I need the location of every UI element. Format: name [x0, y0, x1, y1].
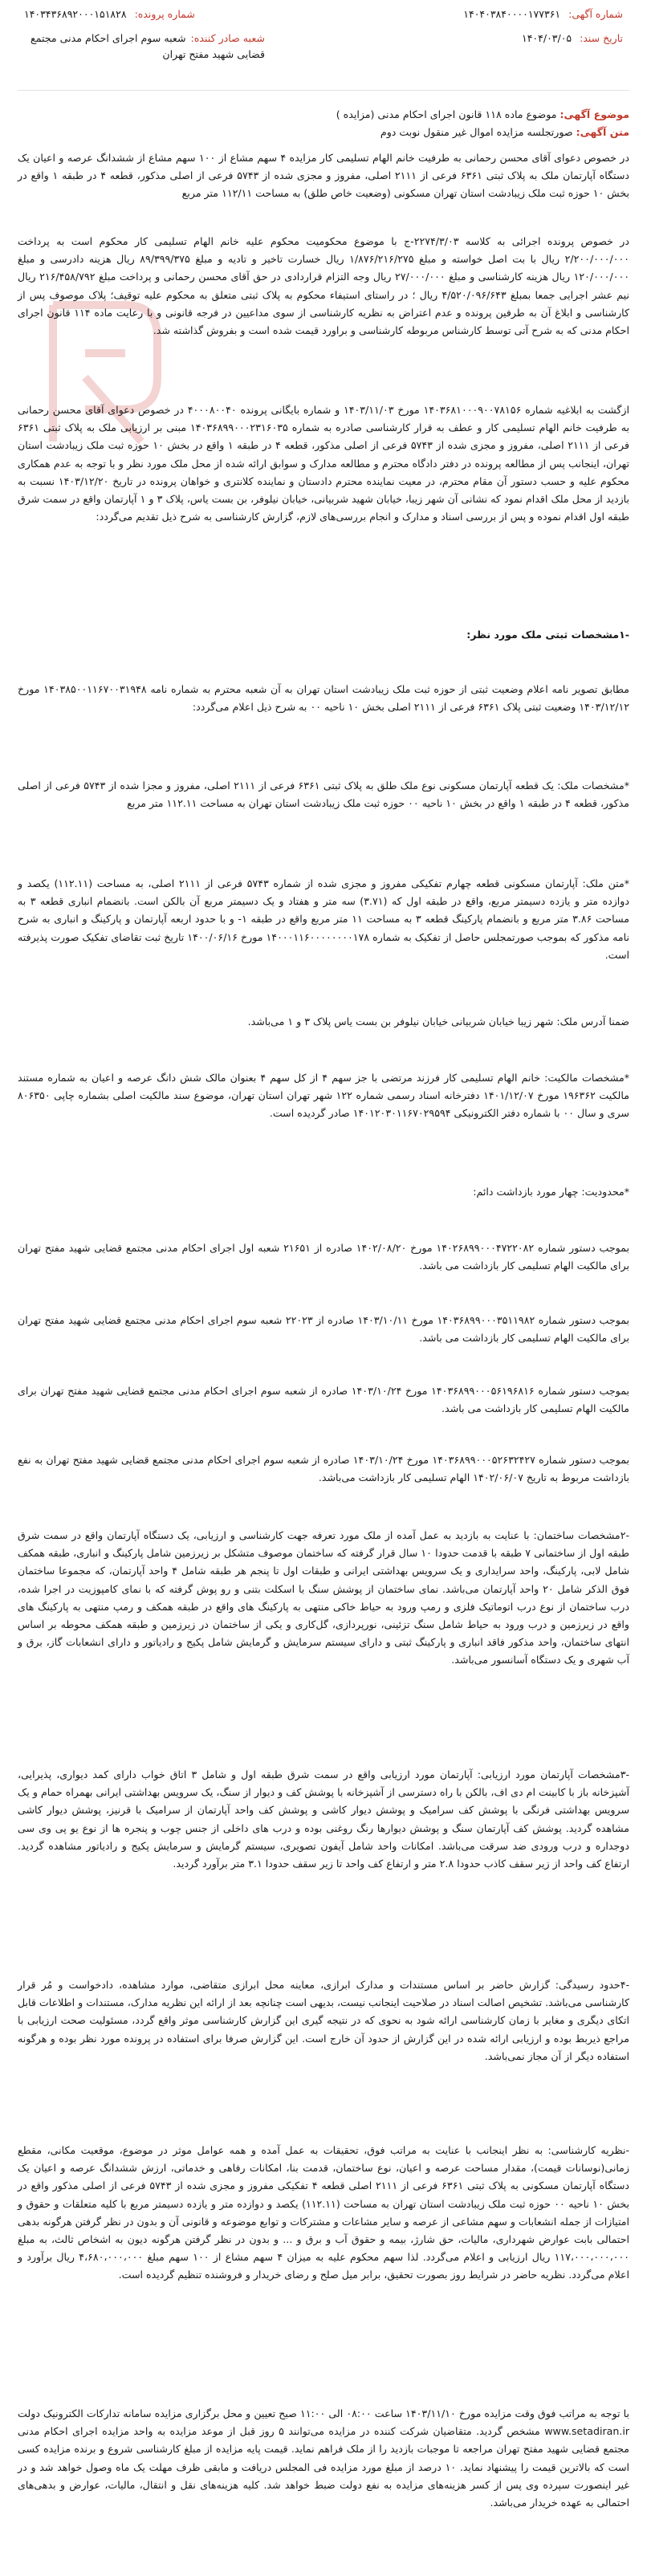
specs-paragraph: مطابق تصویر نامه اعلام وضعیت ثبتی از حوزه ثبت ملک زیبادشت استان تهران به آن شعبه محترم به شماره نامه ۱۴۰۳۸۵۰۰۱۱۶۷۰۰۳۱۹۴۸ مورخ ۱۴۰۳/۱۲/۱۲ وضعیت ثبتی پلاک ۶۳۶۱ فرعی از ۲۱۱۱ اصلی بخش ۱۰ ناحیه ۰۰ به شرح ذیل اعلام می‌گردد:: [18, 683, 629, 714]
ad-number-row: [463, 6, 623, 22]
address: شهر زیبا خیابان شربیانی خیابان نیلوفر بن بست یاس پلاک ۳ و ۱ می‌باشد.: [247, 1015, 554, 1028]
document-header: [24, 6, 623, 85]
seizure-item: بموجب دستور شماره ۱۴۰۲۶۸۹۹۰۰۰۴۷۲۲۰۸۲ مورخ ۱۴۰۲/۰۸/۲۰ صادره از ۲۱۶۵۱ شعبه اول اجرای احکام مدنی مجتمع قضایی شهید مفتح تهران برای مالکیت الهام تسلیمی کار بازداشت می باشد.: [18, 1242, 629, 1272]
subject-block: [18, 106, 629, 141]
ad-date-label: تاریخ سند:: [580, 32, 623, 44]
body-title-row: [18, 124, 629, 141]
evaluation-scope: -۴حدود رسیدگی: گزارش حاضر بر اساس مستندات و مدارک ابرازی، معاینه محل ابرازی متقاضی، موارد مشاهده، دادخواست و مُر قرار کارشناسی می‌باشد. تشخیص اصالت اسناد در صلاحیت اینجانب نیست، بدیهی است چنانچه بعد از ارائه این نظریه مدارک، مستندات و اطلاعات قابل اتکای دیگری و مغایر با زمان کارشناسی ارائه شود به نحوی که در نتیجه گیری این گزارش کارشناسی موثر واقع گردد، مسئولیت صحت ارزیابی با مراجع ذیربط بوده و ارزیابی ارائه شده در این گزارش از حدود آن خارج است. این گزارش صرفا برای استفاده در پرونده مورد نظر بوده و هرگونه استفاده دیگر از آن مجاز نمی‌باشد.: [18, 1979, 629, 2062]
property-spec: *مشخصات ملک: یک قطعه آپارتمان مسکونی نوع ملک طلق به پلاک ثبتی ۶۳۶۱ فرعی از ۲۱۱۱ اصلی، مفروز و مجزا شده از ۵۷۴۳ فرعی از اصلی مذکور، قطعه ۴ در طبقه ۱ واقع در بخش ۱۰ ناحیه ۰۰ حوزه ثبت ملک زیبادشت استان تهران به مساحت ۱۱۲.۱۱ متر مربع: [18, 779, 629, 810]
subject-text: موضوع ماده ۱۱۸ قانون اجرای احکام مدنی (مزایده ): [336, 108, 557, 120]
case-number-row: [24, 6, 195, 22]
subject-row: [18, 106, 629, 124]
issuer-label: شعبه صادر کننده:: [190, 32, 265, 44]
body-label: متن آگهی:: [576, 126, 629, 139]
seizure-item: بموجب دستور شماره ۱۴۰۳۶۸۹۹۰۰۰۵۶۱۹۶۸۱۶ مورخ ۱۴۰۳/۱۰/۲۴ صادره از شعبه سوم اجرای احکام مدنی مجتمع قضایی شهید مفتح تهران برای مالکیت الهام تسلیمی کار بازداشت می باشد.: [18, 1385, 629, 1415]
address-row: [18, 1013, 629, 1031]
ownership-spec: *مشخصات مالکیت: خانم الهام تسلیمی کار فرزند مرتضی با جز سهم ۴ از کل سهم ۴ بعنوان مالک شش دانگ عرصه و اعیان به شماره مستند مالکیت ۱۹۶۳۶۲ مورخ ۱۴۰۱/۱۲/۰۷ دفترخانه اسناد رسمی شماره ۱۲۲ شهر تهران استان تهران، موضوع سند مالکیت اصلی بشماره چاپی ۸۰۶۳۵۰ سری و سال ۰۰ با شماره دفتر الکترونیکی ۱۴۰۱۲۰۳۰۱۱۶۷۰۲۹۵۹۴ صادر گردیده است.: [18, 1072, 630, 1120]
intro-paragraph-2: در خصوص پرونده اجرائی به کلاسه ۲۲۷۴/۳/۰۳-ج با موضوع محکومیت محکوم علیه خانم الهام تسلیمی کار محکوم است به پرداخت ۲/۲۰۰/۰۰۰/۰۰۰ ریال با بت اصل خواسته و مبلغ ۱/۸۷۶/۲۱۶/۲۷۵ ریال خسارت تاخیر و تادیه و مبلغ ۸۹/۳۹۹/۳۷۵ ریال هزینه دادرسی و مبلغ ۱۲۰/۰۰۰/۰۰۰ ریال هزینه کارشناسی و مبلغ ۲۷/۰۰۰/۰۰۰ ریال وجه التزام قراردادی در حق آقای محسن رحمانی و پرداخت مبلغ ۲۱۶/۴۵۸/۷۹۲ ریال نیم عشر اجرایی جمعا بمبلغ ۴/۵۲۰/۰۹۶/۶۴۳ ریال ؛ در راستای استیفاء محکوم به پلاک ثبتی متعلق به محکوم علیه توقیف؛ پلاک موصوف پس از کارشناسی و ابلاغ آن به طرفین پرونده و عدم اعتراض به نظریه کارشناسی از سوی مداعیین در فرجه قانونی و با رعایت ماده ۱۱۴ قانون اجرای احکام مدنی که به شرح آتی توسط کارشناس مربوطه کارشناسی و براورد قیمت شده است و بفروش گذاشته شد.: [18, 235, 630, 337]
auction-conditions: با توجه به مراتب فوق وقت مزایده مورخ ۱۴۰۳/۱۱/۱۰ ساعت ۰۸:۰۰ الی ۱۱:۰۰ صبح تعیین و محل برگزاری مزایده سامانه تدارکات الکترونیک دولت www.setadiran.ir مشخص گردید. متقاضیان شرکت کننده در مزایده می‌توانند ۵ روز قبل از موعد مزایده به واحد مزایده اجرای احکام مدنی مجتمع قضایی شهید مفتح تهران مراجعه تا موجبات بازدید را از ملک فراهم نماید. قیمت پایه مزایده از مبلغ کارشناسی شروع و برنده مزایده کسی است که بالاترین قیمت را پیشنهاد نماید. ۱۰ درصد از مبلغ مورد مزایده فی المجلس دریافت و مابقی ظرف مهلت یک ماه وصول خواهد شد و در غیر اینصورت سپرده وی پس از کسر هزینه‌های مزایده به نفع دولت ضبط خواهد شد. کلیه هزینه‌های نقل و انتقال، مالیات، عوارض و بدهی‌های احتمالی به عهده خریدار می‌باشد.: [18, 2407, 629, 2509]
ad-date: ۱۴۰۴/۰۳/۰۵: [522, 32, 572, 44]
header-divider: [18, 90, 629, 91]
ad-number-label: شماره آگهی:: [568, 8, 623, 20]
issuer-block: [24, 31, 265, 63]
seizures-heading: *محدودیت: چهار مورد بازداشت دائم:: [473, 1186, 629, 1198]
address-label: ضمنا آدرس ملک:: [556, 1015, 629, 1028]
ad-number: ۱۴۰۴۰۳۸۴۰۰۰۰۱۷۷۳۶۱: [463, 8, 561, 20]
apartment-text: *متن ملک: آپارتمان مسکونی قطعه چهارم تفکیکی مفروز و مجزی شده از شماره ۵۷۴۳ فرعی از ۲۱۱۱ اصلی، به مساحت (۱۱۲.۱۱) یکصد و دوازده متر و یازده دسیمتر مربع، واقع در طبقه اول که (۳.۷۱) سه متر و هفتاد و یک دسیمتر مربع آن بالکن است. بانضمام انباری قطعه ۳ به مساحت ۳.۸۶ متر مربع و بانضمام پارکینگ قطعه ۳ به مساحت ۱۱ متر مربع واقع در طبقه ۱- و با حدود اربعه آپارتمان و پارکینگ و انباری به شرح نامه مذکور که بموجب صورتمجلس حاصل از تفکیک به شماره ۱۴۰۰۰۱۱۶۰۰۰۰۰۰۰۰۱۷۸ مورخ ۱۴۰۰/۰۶/۱۶ تاریخ ثبت تقاضای تفکیک صورت پذیرفته است.: [18, 877, 630, 961]
body-title: صورتجلسه مزایده اموال غیر منقول نوبت دوم: [380, 126, 573, 139]
case-number-label: شماره پرونده:: [134, 8, 195, 20]
building-spec: -۲مشخصات ساختمان: با عنایت به بازدید به عمل آمده از ملک مورد تعرفه جهت کارشناسی و ارزیابی، یک دستگاه آپارتمان واقع در سمت شرق طبقه اول از ساختمانی ۷ طبقه با قدمت حدودا ۱۰ سال قرار گرفته که ساختمان موصوف متشکل بر زیرزمین شامل پارکینگ و انباری، طبقه همکف شامل لابی، پارکینگ، واحد سرایداری و یک سرویس بهداشتی ایرانی و طبقات اول تا پنجم هر طبقه شامل ۴ واحد آپارتمان، که مجموعا ساختمان فوق الذکر شامل ۲۰ واحد آپارتمان می‌باشد. نمای ساختمان از پوشش سنگ با اسکلت بتنی و رو پوش گرفته که با نمای کامپوزیت در اجرا شده، درب ساختمان از نوع درب اتوماتیک فلزی و رمپ ورود به حیاط خاکی منتهی به پارکینگ های واقع در طبقه همکف و رمپ منتهی به پارکینگ های واقع در زیرزمین و درب ورود به حیاط شامل سنگ تزئینی، نورپردازی، گل‌کاری و یکی از ساختمان در زیرزمین و طبقه همکف محوطه بر اساس انتهای ساختمان، واحد مذکور فاقد انباری و پارکینگ ثبتی و دارای سیستم سرمایش و گرمایش شامل پکیج و رادیاتور و دارای انشعابات گاز، برق و آب شهری و یک دستگاه آسانسور می‌باشد.: [18, 1529, 630, 1666]
ad-date-row: [522, 31, 623, 47]
specs-heading: -۱مشخصات ثبتی ملک مورد نظر:: [466, 629, 629, 641]
seizure-item: بموجب دستور شماره ۱۴۰۳۶۸۹۹۰۰۰۳۵۱۱۹۸۲ مورخ ۱۴۰۳/۱۰/۱۱ صادره از ۲۲۰۲۳ شعبه سوم اجرای احکام مدنی مجتمع قضایی شهید مفتح تهران برای مالکیت الهام تسلیمی کار بازداشت می باشد.: [18, 1314, 629, 1345]
intro-paragraph-1: در خصوص دعوای آقای محسن رحمانی به طرفیت خانم الهام تسلیمی کار مزایده ۴ سهم مشاع از ۱۰۰ سهم مشاع از ششدانگ عرصه و اعیان یک دستگاه آپارتمان ملک به پلاک ثبتی ۶۳۶۱ فرعی از ۲۱۱۱ اصلی، مفروز و مجزی شده از ۵۷۴۳ فرعی از اصلی مذکور، قطعه ۴ در طبقه ۱ واقع در بخش ۱۰ حوزه ثبت ملک زیبادشت استان تهران مسکونی (وضعیت خاص طلق) به مساحت ۱۱۲/۱۱ متر مربع: [18, 152, 630, 200]
subject-label: موضوع آگهی:: [560, 108, 629, 120]
seizure-item: بموجب دستور شماره ۱۴۰۳۶۸۹۹۰۰۰۵۲۶۳۲۴۲۷ مورخ ۱۴۰۳/۱۰/۲۴ صادره از شعبه سوم اجرای احکام مدنی مجتمع قضایی شهید مفتح تهران به نفع بازداشت مربوط به تاریخ ۱۴۰۲/۰۶/۰۷ الهام تسلیمی کار بازداشت می‌باشد.: [18, 1454, 629, 1484]
unit-spec: -۳مشخصات آپارتمان مورد ارزیابی: آپارتمان مورد ارزیابی واقع در سمت شرق طبقه اول و شامل ۳ اتاق خواب دارای کمد دیواری، پذیرایی، آشپزخانه باز با کابینت ام دی اف، بالکن با راه دسترسی از آشپزخانه با پوشش کف و دیوار از سنگ، یک سرویس بهداشتی ایرانی بهمراه حمام و یک سرویس بهداشتی فرنگی با پوشش کف سرامیک و پوشش دیوار کاشی و پوشش کف واحد آپارتمان از سرامیک با قرنیز، پوشش دیوار کاشی مشاهده گردید. پوشش کف آپارتمان سنگ و پوشش دیوارها رنگ روغنی بوده و درب های داخلی از جنس چوب و پنجره ها از نوع یو پی وی سی دوجداره و درب ورودی ضد سرقت می‌باشد. امکانات واحد شامل آیفون تصویری، سیستم گرمایش و سرمایش پکیج و رادیاتور مشاهده گردید. ارتفاع کف واحد از زیر سقف کاذب حدودا ۲.۸ متر و ارتفاع کف واحد تا زیر سقف حدودا ۳.۱ متر برآورد گردید.: [18, 1768, 630, 1870]
case-number: ۱۴۰۳۴۳۶۸۹۲۰۰۰۱۵۱۸۲۸: [24, 8, 127, 20]
issuer: شعبه سوم اجرای احکام مدنی مجتمع قضایی شهید مفتح تهران: [31, 32, 265, 60]
expert-opinion: -نظریه کارشناسی: به نظر اینجانب با عنایت به مراتب فوق، تحقیقات به عمل آمده و همه عوامل موثر در موضوع، موقعیت مکانی، مقطع زمانی(نوسانات قیمت)، مقدار مساحت عرصه و اعیان، نوع ساختمان، قدمت بنا، امکانات رفاهی و خدماتی، ارزش ششدانگ عرصه و اعیان یک دستگاه آپارتمان مسکونی به پلاک ثبتی ۶۳۶۱ فرعی از ۲۱۱۱ اصلی قطعه ۴ تفکیکی مفروز و مجزی شده از ۵۷۴۳ فرعی از اصلی مذکور واقع در بخش ۱۰ ناحیه ۰۰ حوزه ثبت ملک زیبادشت استان تهران به مساحت (۱۱۲.۱۱) یکصد و دوازده متر و یازده دسیمتر مربع با کلیه متعلقات و حقوق و امتیازات از جمله انشعابات و سهم مشاعی از عرصه و سایر مشاعات و مشترکات و توابع موضوعه و قانونی آن و بدون در نظر گرفتن هرگونه بدهی احتمالی بابت عوارض شهرداری، مالیات، حق شارژ، بیمه و حقوق آب و برق و ... و بدون در نظر گرفتن هرگونه دیون به اشخاص ثالث، به مبلغ ۱۱۷،۰۰۰،۰۰۰،۰۰۰ ریال ارزیابی و اعلام می‌گردد. لذا سهم محکوم علیه به میزان ۴ سهم مشاع از ۱۰۰ سهم مبلغ ۴،۶۸۰،۰۰۰،۰۰۰ ریال برآورد و اعلام می‌گردد. نظریه حاضر در شرایط روز بصورت تحقیق، برابر میل صلح و رضای خریدار و فروشنده تنظیم گردیده است.: [18, 2144, 629, 2281]
intro-paragraph-3: ازگشت به ابلاغیه شماره ۱۴۰۳۶۸۱۰۰۰۹۰۰۷۸۱۵۶ مورخ ۱۴۰۳/۱۱/۰۳ و شماره بایگانی پرونده ۴۰۰۰۸۰۰۴۰ در خصوص دعوای آقای محسن رحمانی به طرفیت خانم الهام تسلیمی کار و عطف به قرار کارشناسی صادره به شماره ۱۴۰۳۶۸۹۹۰۰۰۲۳۱۶۰۳۵ مبنی بر ارزیابی ملک به پلاک ثبتی ۶۳۶۱ فرعی از ۲۱۱۱ اصلی، مفروز و مجزی شده از ۵۷۴۳ فرعی از اصلی مذکور، قطعه ۴ در طبقه ۱ واقع در بخش ۱۰ حوزه ثبت ملک زیبادشت استان تهران، اینجانب پس از مطالعه پرونده در دفتر دادگاه محترم و مطالعه مدارک و سوابق ارائه شده از محل ملک مورد نظر و با توجه به عدم همکاری محکوم علیه و حسب دستور آن مقام محترم، در معیت نماینده محترم دادستان و نماینده کلانتری و خواهان پرونده در تاریخ ۱۴۰۳/۱۲/۲۰ نسبت به بازدید از محل ملک اقدام نمود که نشانی آن شهر زیبا، خیابان شهید شربیانی، خیابان نیلوفر، بن بست یاس، پلاک ۳ و ۱ آپارتمان واقع در سمت شرق طبقه اول اقدام نموده و پس از بررسی اسناد و مدارک و انجام بررسی‌های لازم، گزارش کارشناسی به شرح ذیل تقدیم می‌گردد:: [18, 404, 630, 523]
